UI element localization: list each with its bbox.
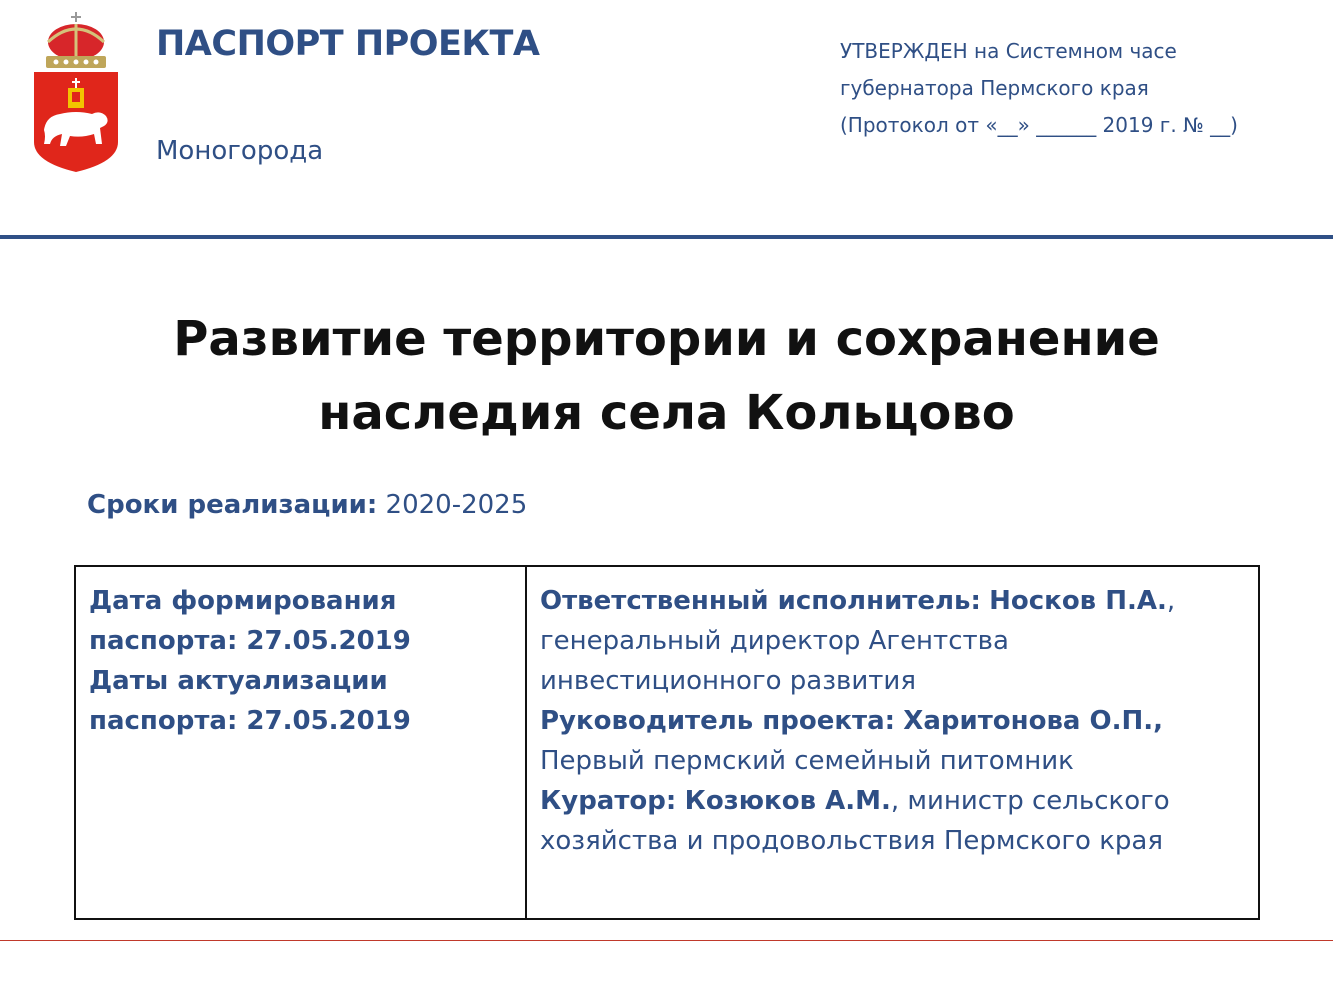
project-title-line: наследия села Кольцово <box>318 385 1015 441</box>
approval-line: УТВЕРЖДЕН на Системном часе <box>840 39 1177 63</box>
coat-of-arms-icon <box>30 12 122 174</box>
executive-label: Ответственный исполнитель: <box>540 586 981 616</box>
curator-label: Куратор: <box>540 786 677 816</box>
doc-type-heading: ПАСПОРТ ПРОЕКТА <box>156 24 540 64</box>
dates-cell <box>76 567 527 918</box>
leader-name: Харитонова О.П., <box>903 706 1164 736</box>
formation-date-label: Дата формирования <box>89 586 397 616</box>
leader-line <box>540 701 1258 741</box>
approval-line: губернатора Пермского края <box>840 76 1149 100</box>
approval-line: (Протокол от «__» ______ 2019 г. № __) <box>840 113 1238 137</box>
curator-line <box>540 781 1258 821</box>
header-divider <box>0 235 1333 239</box>
formation-date-value: паспорта: 27.05.2019 <box>89 626 411 656</box>
crown-icon <box>46 12 106 68</box>
curator-name: Козюков А.М. <box>684 786 891 816</box>
implementation-period <box>87 490 527 520</box>
project-title-line: Развитие территории и сохранение <box>173 311 1160 367</box>
update-date-value: паспорта: 27.05.2019 <box>89 706 411 736</box>
executive-comma: , <box>1166 586 1176 616</box>
implementation-period-value: 2020-2025 <box>385 490 528 520</box>
executive-line <box>540 581 1258 621</box>
responsible-persons-cell <box>527 567 1258 918</box>
project-title <box>0 302 1333 450</box>
curator-role: хозяйства и продовольствия Пермского края <box>540 826 1163 856</box>
update-date-label: Даты актуализации <box>89 666 388 696</box>
leader-org: Первый пермский семейный питомник <box>540 746 1074 776</box>
footer-divider <box>0 940 1333 941</box>
category-label: Моногорода <box>156 136 324 166</box>
curator-role: , министр сельского <box>890 786 1170 816</box>
executive-role: инвестиционного развития <box>540 666 916 696</box>
executive-name: Носков П.А. <box>989 586 1167 616</box>
passport-info-table <box>74 565 1260 920</box>
implementation-period-label: Сроки реализации: <box>87 490 378 520</box>
approval-stamp <box>840 33 1238 144</box>
executive-role: генеральный директор Агентства <box>540 626 1009 656</box>
leader-label: Руководитель проекта: <box>540 706 896 736</box>
